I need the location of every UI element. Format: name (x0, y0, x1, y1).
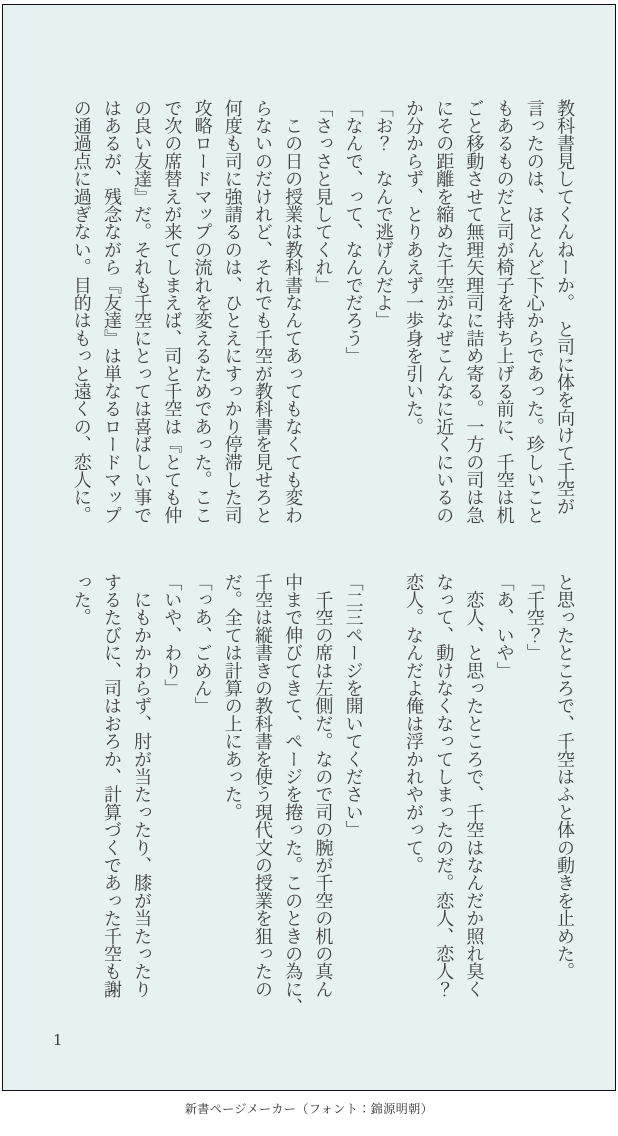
vertical-text-block-top (66, 99, 579, 533)
text-line: 恋人。なんだよ俺は浮かれやがって。 (402, 573, 424, 874)
text-line: 教科書見してくんねーか。 と司に体を向けて千空が (554, 99, 575, 515)
text-line: はあるが、残念ながら『友達』は単なるロードマップ (100, 99, 122, 524)
text-line: 「いや、わり」 (161, 573, 183, 697)
text-line: 千空は縦書きの教科書を使う現代文の授業を狙ったの (251, 573, 273, 998)
text-line: もあるものだと司が椅子を持ち上げる前に、千空は机 (493, 99, 515, 524)
text-line: 「さっさと見してくれ」 (312, 99, 334, 294)
text-line: の通過点に過ぎない。目的はもっと遠くの、恋人に。 (70, 99, 92, 524)
text-line: 中まで伸びてきて、ページを捲った。このときの為に、 (282, 573, 304, 1016)
page-number: 1 (53, 1031, 63, 1049)
text-line: ごと移動させて無理矢理司に詰め寄る。一方の司は急 (463, 99, 485, 524)
text-line: 「あ、いや」 (493, 573, 515, 680)
footer-caption: 新書ページメーカー（フォント：錦源明朝） (184, 1102, 434, 1116)
text-line: か分からず、とりあえず一歩身を引いた。 (402, 99, 424, 436)
text-line: 「なんで、って、なんでだろう」 (342, 99, 364, 365)
text-line: この日の授業は教科書なんてあってもなくても変わ (282, 99, 304, 524)
text-line: らないのだけれど、それでも千空が教科書を見せろと (251, 99, 273, 524)
vertical-text-block-bottom (66, 573, 579, 1016)
text-line: 恋人、と思ったところで、千空はなんだか照れ臭く (463, 573, 485, 998)
text-line: するたびに、司はおろか、計算づくであった千空も謝 (100, 573, 122, 998)
text-line: った。 (70, 573, 92, 627)
text-line: と思ったところで、千空はふと体の動きを止めた。 (554, 573, 575, 981)
text-line: 「お？ なんで逃げんだよ」 (372, 99, 394, 330)
text-line: だ。全ては計算の上にあった。 (221, 573, 243, 821)
text-line: にその距離を縮めた千空がなぜこんなに近くにいるの (433, 99, 455, 524)
text-line: 「千空？」 (523, 573, 545, 662)
text-line: 何度も司に強請るのは、ひとえにすっかり停滞した司 (221, 99, 243, 524)
text-line: なって、動けなくなってしまったのだ。恋人、恋人？ (433, 573, 455, 998)
text-line: 「っあ、ごめん」 (191, 573, 213, 715)
text-line: の良い友達』だ。それも千空にとっては喜ばしい事で (131, 99, 153, 524)
text-line (368, 573, 398, 1007)
text-line: で次の席替えが来てしまえば、司と千空は『とても仲 (161, 99, 183, 524)
text-line: 攻略ロードマップの流れを変えるためであった。ここ (191, 99, 213, 524)
text-line: にもかかわらず、肘が当たったり、膝が当たったり (131, 573, 153, 998)
text-line: 言ったのは、ほとんど下心からであった。珍しいこと (523, 99, 545, 524)
text-line: 千空の席は左側だ。なので司の腕が千空の机の真ん (312, 573, 334, 998)
text-line: 「二三ページを開いてください」 (342, 573, 364, 839)
book-page (2, 4, 616, 1091)
